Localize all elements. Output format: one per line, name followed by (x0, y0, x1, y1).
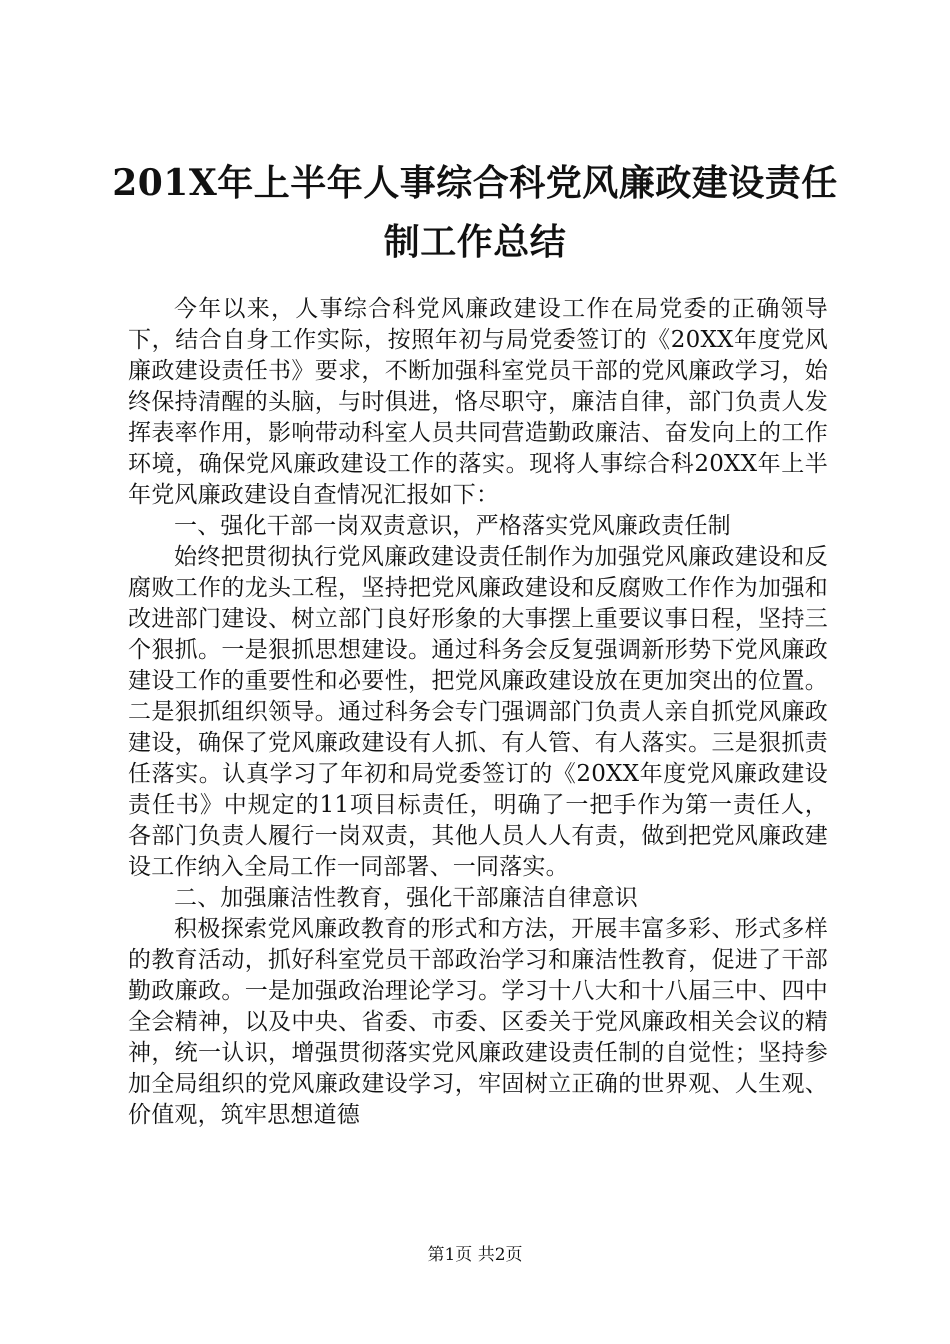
section-1-heading: 一、强化干部一岗双责意识，严格落实党风廉政责任制 (174, 513, 731, 539)
section-1-paragraph: 始终把贯彻执行党风廉政建设责任制作为加强党风廉政建设和反腐败工作的龙头工程，坚持把党风廉政建设和反腐败工作作为加强和改进部门建设、树立部门良好形象的大事摆上重要议事日程，坚持三个狠抓。一是狠抓思想建设。通过科务会反复强调新形势下党风廉政建设工作的重要性和必要性，把党风廉政建设放在更加突出的位置。二是狠抓组织领导。通过科务会专门强调部门负责人亲自抓党风廉政建设，确保了党风廉政建设有人抓、有人管、有人落实。三是狠抓责任落实。认真学习了年初和局党委签订的《20XX年度党风廉政建设责任书》中规定的11项目标责任，明确了一把手作为第一责任人，各部门负责人履行一岗双责，其他人员人人有责，做到把党风廉政建设工作纳入全局工作一同部署、一同落实。 (128, 544, 828, 880)
document-title-line-2: 制工作总结 (383, 221, 567, 263)
section-2-paragraph: 积极探索党风廉政教育的形式和方法，开展丰富多彩、形式多样的教育活动，抓好科室党员干部政治学习和廉洁性教育，促进了干部勤政廉政。一是加强政治理论学习。学习十八大和十八届三中、四中全会精神，以及中央、省委、市委、区委关于党风廉政相关会议的精神，统一认识，增强贯彻落实党风廉政建设责任制的自觉性；坚持参加全局组织的党风廉政建设学习，牢固树立正确的世界观、人生观、价值观，筑牢思想道德 (128, 916, 828, 1128)
intro-paragraph: 今年以来，人事综合科党风廉政建设工作在局党委的正确领导下，结合自身工作实际，按照年初与局党委签订的《20XX年度党风廉政建设责任书》要求，不断加强科室党员干部的党风廉政学习，始终保持清醒的头脑，与时俱进，恪尽职守，廉洁自律，部门负责人发挥表率作用，影响带动科室人员共同营造勤政廉洁、奋发向上的工作环境，确保党风廉政建设工作的落实。现将人事综合科20XX年上半年党风廉政建设自查情况汇报如下： (128, 296, 828, 508)
document-body (128, 294, 828, 1131)
section-2-heading: 二、加强廉洁性教育，强化干部廉洁自律意识 (174, 885, 638, 911)
page-footer: 第1页 共2页 (427, 1245, 523, 1265)
document-title-line-1: 201X年上半年人事综合科党风廉政建设责任 (112, 162, 838, 204)
